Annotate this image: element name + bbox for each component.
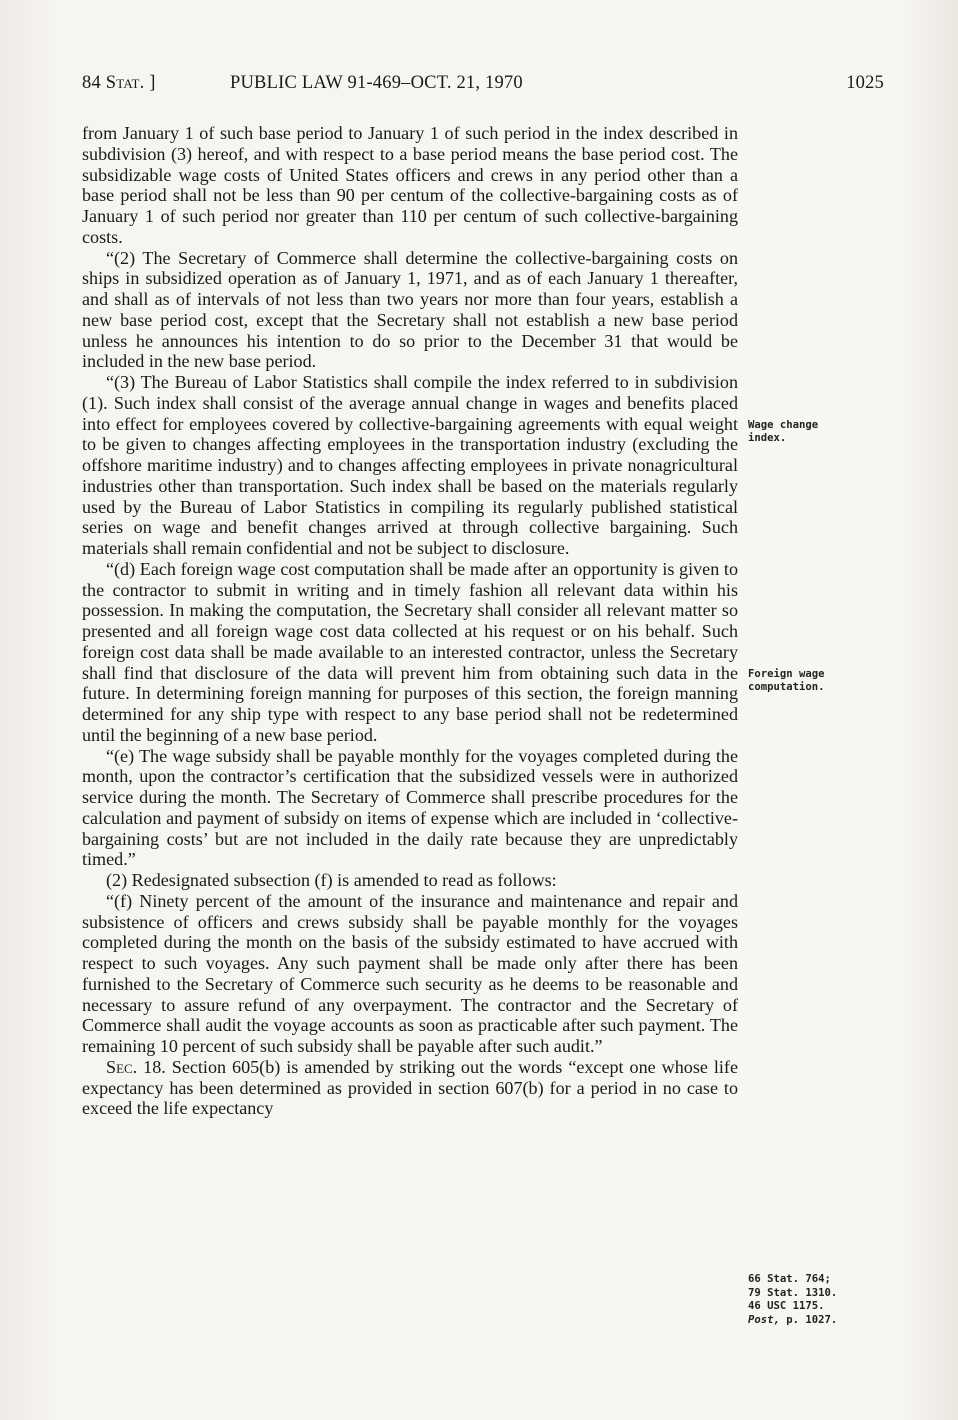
paragraph-subsection-e: “(e) The wage subsidy shall be payable monthly for the voyages completed during the month, upon the contractor’s certification that the subsidized vessels were in authorized service during the month. The Secretary of Commerce shall prescribe procedures for the calculation and payment of subsidy on items of expense which are included in ‘collective-bargaining costs’ but are not included in the daily rate because they are unpredictably timed.” — [82, 745, 738, 870]
margin-note-line: 66 Stat. 764; — [748, 1273, 831, 1285]
margin-note-line: 79 Stat. 1310. — [748, 1286, 838, 1299]
bracket: ] — [149, 73, 156, 93]
main-text — [82, 123, 738, 1119]
running-title: PUBLIC LAW 91-469–OCT. 21, 1970 — [230, 73, 523, 93]
paragraph-subdivision-2: “(2) The Secretary of Commerce shall determine the collective-bargaining costs on ships in subsidized operation as of January 1, 1971, and as of each January 1 thereafter, and shall as of intervals of not less than two years nor more than four years, establish a new base period cost, except that the Secretary shall not establish a new base period unless he announces his intention to do so prior to the December 31 that would be included in the new base period. — [82, 247, 738, 372]
paragraph-continuation: from January 1 of such base period to January 1 of such period in the index described in subdivision (3) hereof, and with respect to a base period means the base period cost. The subsidizable wage costs of United States officers and crews in any period other than a base period shall not be less than 90 per centum of the collective-bargaining costs as of January 1 of such period nor greater than 110 per centum of such collective-bargaining costs. — [82, 123, 738, 247]
margin-note-line: Foreign wage — [748, 668, 825, 680]
paragraph-subsection-d: “(d) Each foreign wage cost computation shall be made after an opportunity is given to the contractor to submit in writing and in timely fashion all relevant data within his possession. In making the computation, the Secretary shall consider all relevant matter so presented and all foreign wage cost data collected at his request or on his behalf. Such foreign cost data shall be made available to an interested contractor, unless the Secretary shall find that disclosure of the data will prevent him from obtaining such data in the future. In determining foreign manning for purposes of this section, the foreign manning determined for any ship type with respect to any base period shall not be redetermined until the beginning of a new base period. — [82, 558, 738, 745]
margin-note-line: computation. — [748, 681, 825, 693]
post-label: Post, — [748, 1313, 780, 1326]
margin-note-wage-change — [748, 419, 888, 445]
section-18-text: Section 605(b) is amended by striking out the words “except one whose life expectancy has been determined as provided in section 607(b) for a period in no case to exceed the life expectancy — [82, 1056, 738, 1119]
paragraph-subdivision-3: “(3) The Bureau of Labor Statistics shall compile the index referred to in subdivision (1). Such index shall consist of the average annual change in wages and benefits placed into effect for employees covered by collective-bargaining agreements with equal weight to be given to changes affecting employees in the transportation industry (excluding the offshore maritime industry) and to changes affecting employees in private nonagricultural industries other than transportation. Such index shall be based on the materials regularly used by the Bureau of Labor Statistics in compiling its regularly published statistical series on wage and benefit changes arrived at through collective bargaining. Such materials shall remain confidential and not be subject to disclosure. — [82, 372, 738, 558]
volume-number: 84 — [82, 73, 101, 93]
margin-note-foreign-wage — [748, 668, 888, 694]
margin-note-line — [748, 1314, 888, 1328]
page-header — [82, 73, 884, 95]
margin-note-line: 46 USC 1175. — [748, 1300, 825, 1312]
paragraph-subsection-f: “(f) Ninety percent of the amount of the insurance and maintenance and repair and subsistence of officers and crews subsidy shall be payable monthly for the voyages completed during the month on the basis of the subsidy estimated to have accrued with respect to such voyages. Any such payment shall be made only after there has been furnished to the Secretary of Commerce such security as he deems to be reasonable and necessary to assure refund of any overpayment. The contractor and the Secretary of Commerce shall audit the voyage accounts as soon as practicable after such payment. The remaining 10 percent of such subsidy shall be payable after such audit.” — [82, 890, 738, 1056]
paragraph-redesignation: (2) Redesignated subsection (f) is amended to read as follows: — [106, 870, 557, 890]
margin-note-statute-refs — [748, 1273, 888, 1327]
statute-citation — [82, 73, 156, 94]
page-number: 1025 — [846, 73, 884, 93]
post-page: p. 1027. — [779, 1313, 838, 1326]
margin-note-line: Wage change — [748, 419, 819, 431]
section-label: Sec. 18. — [106, 1056, 166, 1077]
paragraph-section-18 — [82, 1057, 738, 1119]
margin-note-line: index. — [748, 432, 787, 444]
stat-label: Stat. — [105, 73, 145, 93]
